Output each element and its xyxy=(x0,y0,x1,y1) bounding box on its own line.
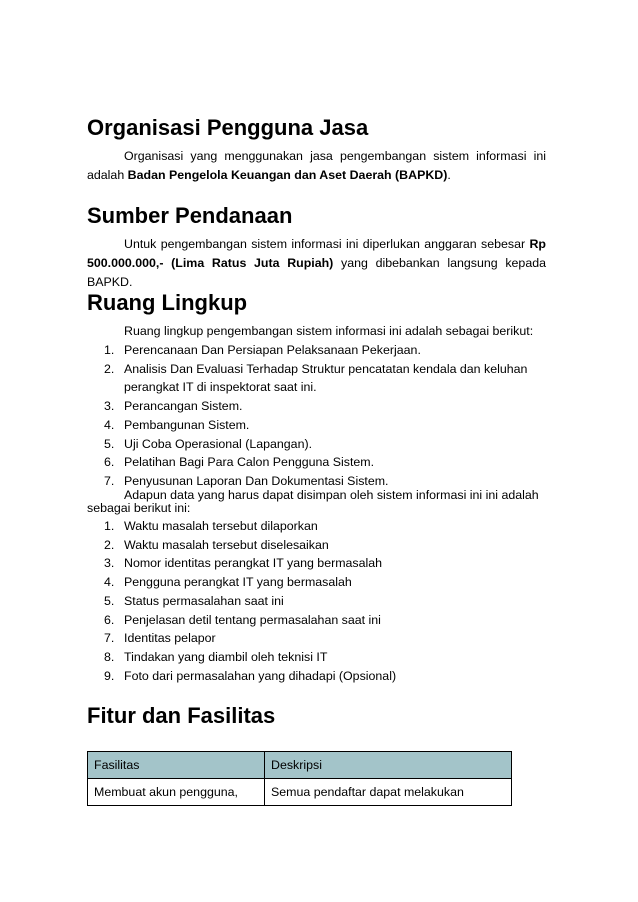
list-item-number: 6. xyxy=(104,612,115,627)
table-row xyxy=(88,779,512,806)
list-item-number: 5. xyxy=(104,436,115,451)
list-item-number: 1. xyxy=(104,519,115,533)
list-item-number: 4. xyxy=(104,575,115,590)
ruang-intro: Ruang lingkup pengembangan sistem informasi ini adalah sebagai berikut: xyxy=(124,324,534,338)
heading-fitur: Fitur dan Fasilitas xyxy=(87,703,276,728)
list-item-text: Foto dari permasalahan yang dihadapi (Opsional) xyxy=(124,668,397,683)
paragraph-sumber xyxy=(87,235,546,292)
scope-list-item xyxy=(87,360,546,397)
list-item-text: Waktu masalah tersebut dilaporkan xyxy=(124,519,318,533)
list-item-number: 5. xyxy=(104,593,115,608)
list-item-number: 3. xyxy=(104,556,115,571)
list-item-number: 2. xyxy=(104,537,115,552)
organisasi-bold-text: Badan Pengelola Keuangan dan Aset Daerah (BAPKD) xyxy=(127,168,448,182)
scope-list xyxy=(87,341,546,491)
heading-organisasi: Organisasi Pengguna Jasa xyxy=(87,115,369,140)
list-item-text: Tindakan yang diambil oleh teknisi IT xyxy=(124,649,328,664)
scope-list-item xyxy=(87,453,546,472)
data-list xyxy=(87,517,546,685)
list-item-number: 1. xyxy=(104,343,115,357)
list-item-number: 3. xyxy=(104,399,115,414)
data-list-item xyxy=(87,667,546,686)
list-item-number: 6. xyxy=(104,455,115,470)
sumber-bold-rp: Rp xyxy=(529,237,546,251)
list-item-number: 2. xyxy=(104,361,115,376)
list-item-number: 4. xyxy=(104,417,115,432)
list-item-text: Pelatihan Bagi Para Calon Pengguna Sistem. xyxy=(124,455,375,470)
list-item-text: Pembangunan Sistem. xyxy=(124,417,250,432)
data-intro-line1: Adapun data yang harus dapat disimpan oleh sistem informasi ini ini adalah xyxy=(124,488,539,502)
sumber-text: Untuk pengembangan sistem informasi ini diperlukan anggaran sebesar xyxy=(124,237,526,251)
list-item-number: 7. xyxy=(104,473,115,488)
data-list-item xyxy=(87,517,546,536)
list-item-number: 9. xyxy=(104,668,115,683)
table-cell: Membuat akun pengguna, xyxy=(88,779,265,806)
list-item-number: 7. xyxy=(104,631,115,646)
paragraph-organisasi xyxy=(87,147,546,185)
sumber-bold-amount: 500.000.000,- (Lima Ratus Juta Rupiah) xyxy=(87,256,334,270)
scope-list-item xyxy=(87,397,546,416)
organisasi-text-end: . xyxy=(447,168,451,182)
list-item-text: Penyusunan Laporan Dan Dokumentasi Sistem. xyxy=(124,473,389,488)
list-item-text: Penjelasan detil tentang permasalahan saat ini xyxy=(124,612,381,627)
data-list-item xyxy=(87,592,546,611)
data-list-item xyxy=(87,554,546,573)
data-intro-line2: sebagai berikut ini: xyxy=(87,501,191,515)
list-item-text: Pengguna perangkat IT yang bermasalah xyxy=(124,575,352,590)
scope-list-item xyxy=(87,435,546,454)
scope-list-item xyxy=(87,341,546,360)
list-item-text: Perancangan Sistem. xyxy=(124,399,243,414)
data-list-item xyxy=(87,536,546,555)
table-header-cell: Deskripsi xyxy=(265,752,512,779)
list-item-text: Nomor identitas perangkat IT yang bermasalah xyxy=(124,556,383,571)
organisasi-text: Organisasi yang menggunakan jasa pengembangan sistem informasi ini adalah xyxy=(87,149,546,182)
data-list-item xyxy=(87,611,546,630)
list-item-text: Analisis Dan Evaluasi Terhadap Struktur pencatatan kendala dan keluhan perangkat IT di inspektorat saat ini. xyxy=(124,361,528,395)
list-item-text: Perencanaan Dan Persiapan Pelaksanaan Pekerjaan. xyxy=(124,343,421,357)
list-item-text: Uji Coba Operasional (Lapangan). xyxy=(124,436,313,451)
table-header-row xyxy=(88,752,512,779)
scope-list-item xyxy=(87,416,546,435)
data-list-item xyxy=(87,648,546,667)
list-item-text: Status permasalahan saat ini xyxy=(124,593,284,608)
heading-sumber: Sumber Pendanaan xyxy=(87,203,293,228)
list-item-text: Waktu masalah tersebut diselesaikan xyxy=(124,537,329,552)
heading-ruang-lingkup: Ruang Lingkup xyxy=(87,290,248,315)
table-cell: Semua pendaftar dapat melakukan xyxy=(265,779,512,806)
table-header-cell: Fasilitas xyxy=(88,752,265,779)
data-list-item xyxy=(87,573,546,592)
list-item-number: 8. xyxy=(104,649,115,664)
list-item-text: Identitas pelapor xyxy=(124,631,216,646)
facilities-table xyxy=(87,751,512,806)
sumber-text-end: yang dibebankan langsung kepada BAPKD. xyxy=(87,256,546,289)
data-list-item xyxy=(87,629,546,648)
